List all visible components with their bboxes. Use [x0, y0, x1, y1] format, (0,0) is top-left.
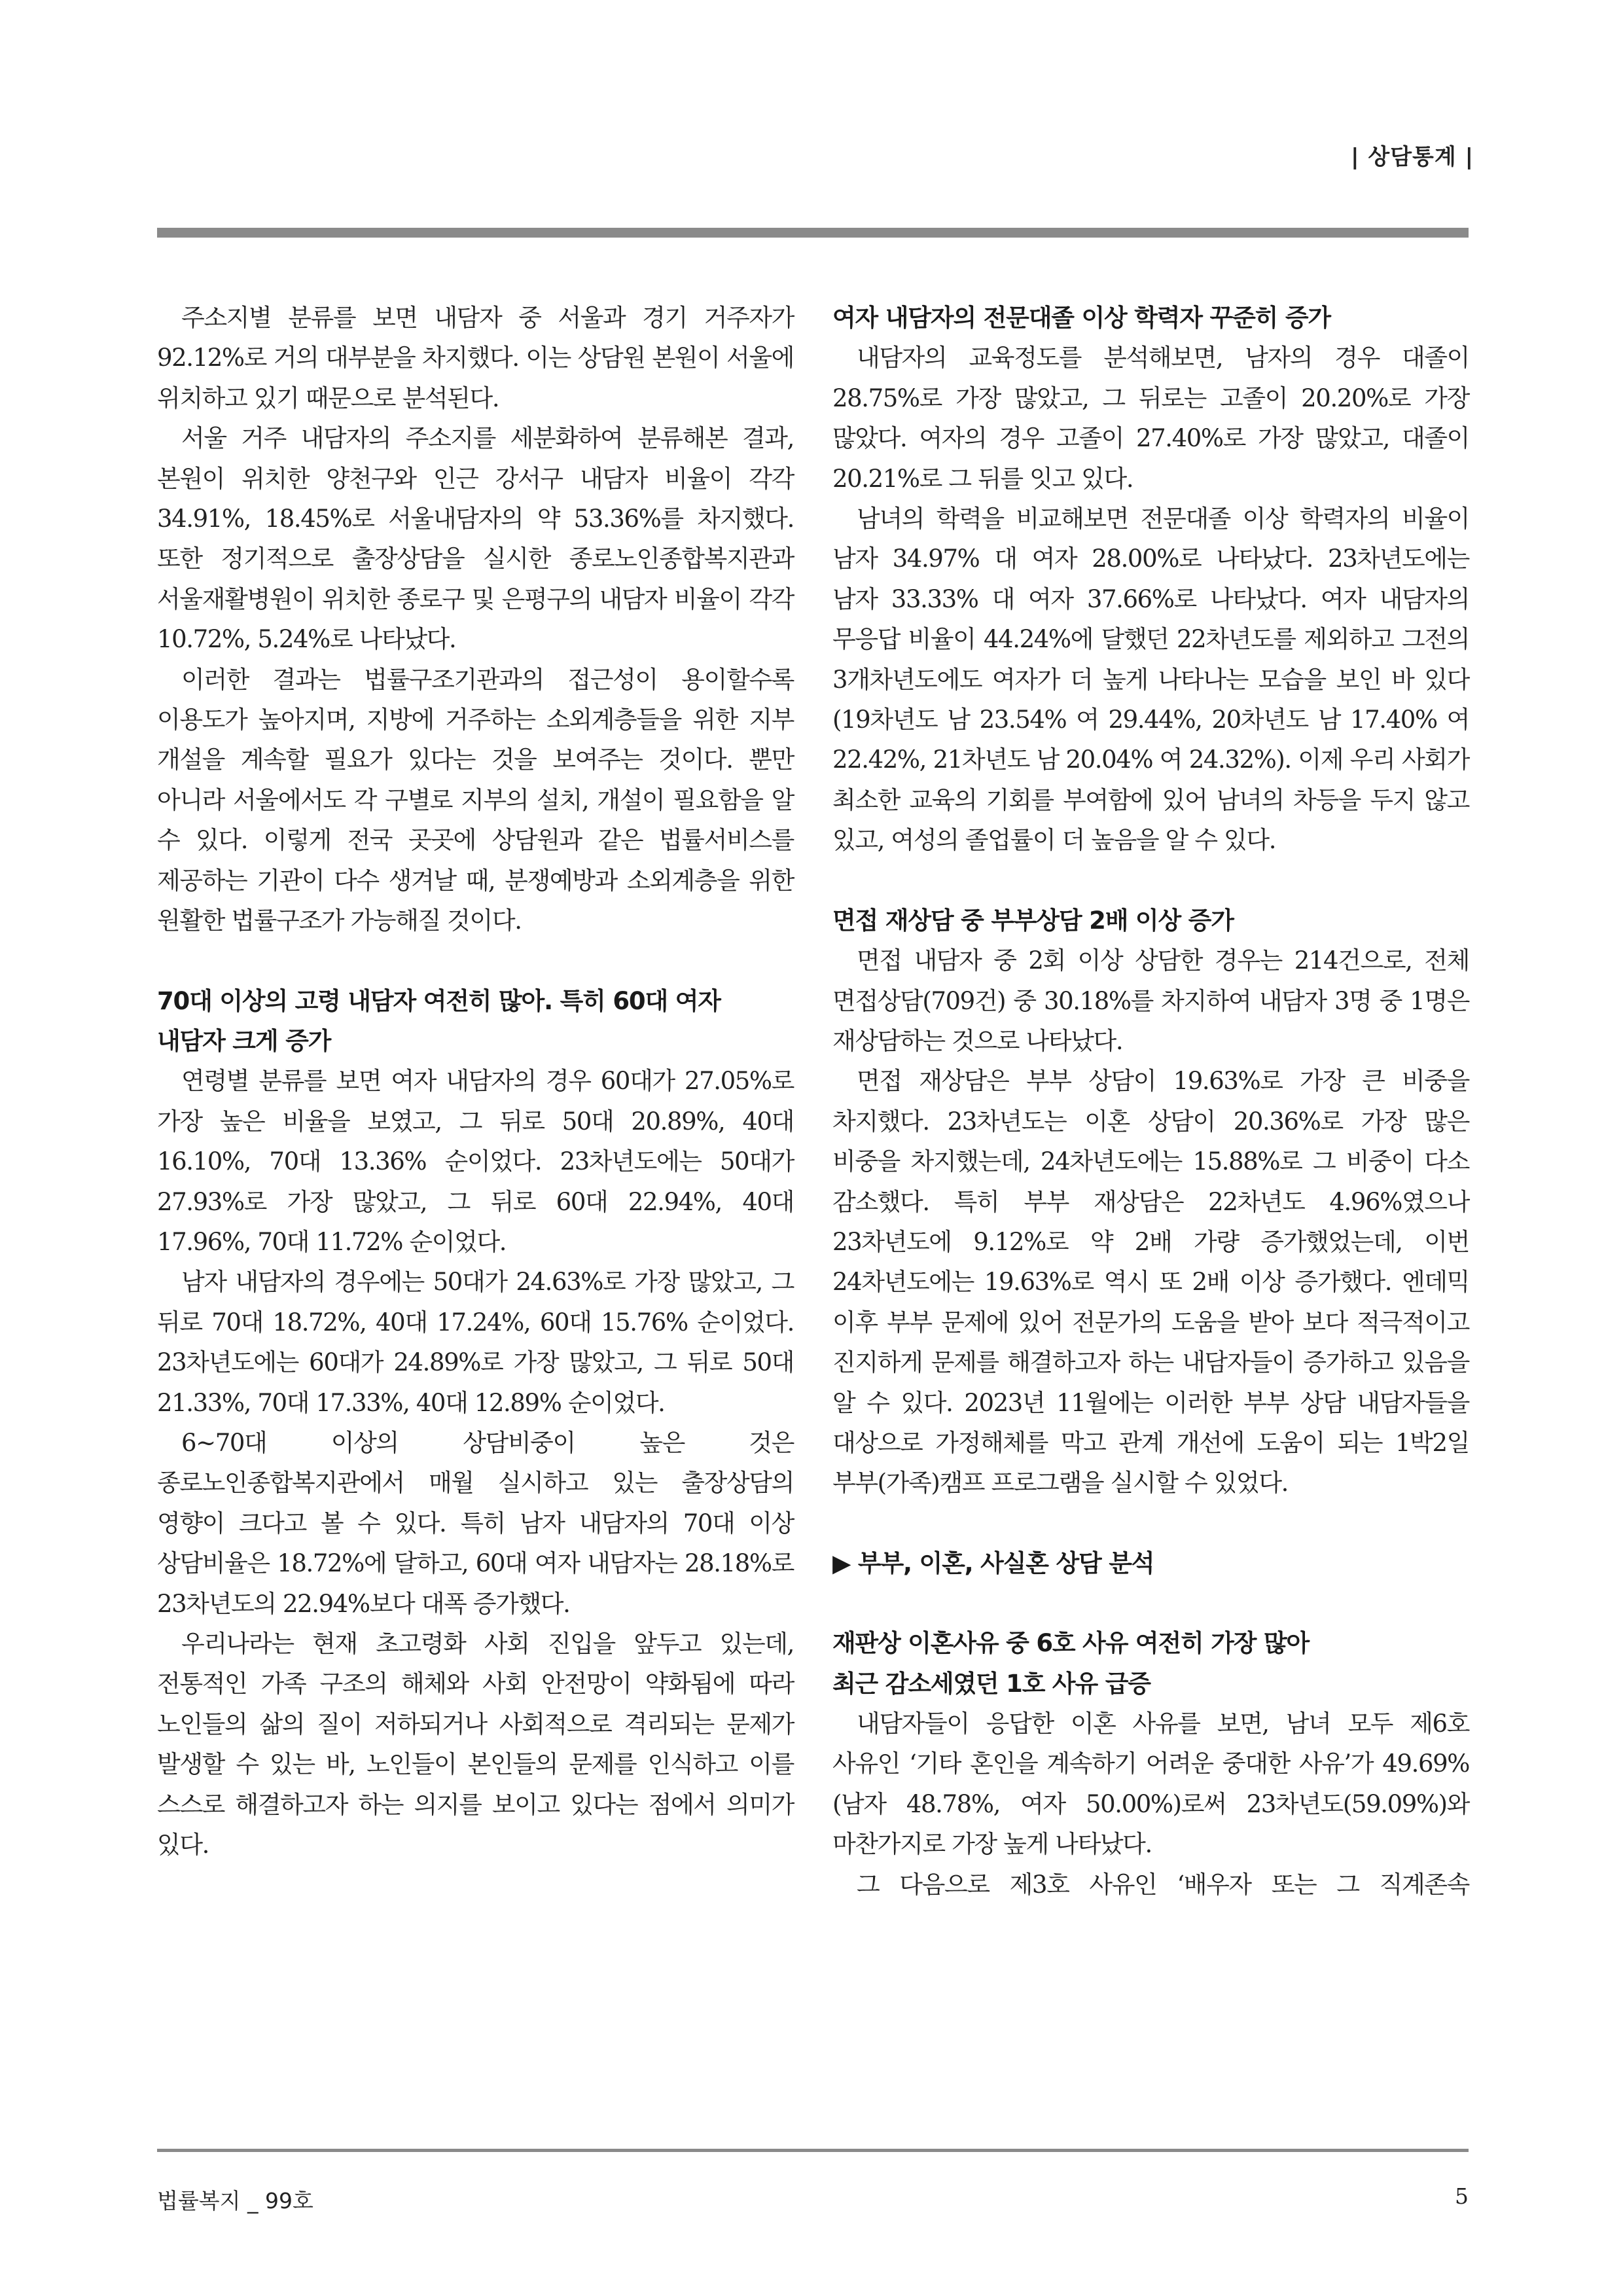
paragraph: 연령별 분류를 보면 여자 내담자의 경우 60대가 27.05%로 가장 높은 비율을 보였고, 그 뒤로 50대 20.89%, 40대 16.10%, 70대 13.36% 순이었다. 23차년도에는 50대가 27.93%로 가장 많았고, 그 뒤로 60대 22.94%, 40대 17.96%, 70대 11.72% 순이었다. [157, 1067, 794, 1256]
paragraph: 남자 내담자의 경우에는 50대가 24.63%로 가장 많았고, 그 뒤로 70대 18.72%, 40대 17.24%, 60대 15.76% 순이었다. 23차년도에는 60대가 24.89%로 가장 많았고, 그 뒤로 50대 21.33%, 70대 17.33%, 40대 12.89% 순이었다. [157, 1268, 794, 1417]
spacer [832, 1583, 1469, 1623]
section-heading: 70대 이상의 고령 내담자 여전히 많아. 특히 60대 여자 내담자 크게 증가 [157, 986, 721, 1055]
section-heading: 재판상 이혼사유 중 6호 사유 여전히 가장 많아 [832, 1629, 1310, 1658]
publication-name: 법률복지 _ 99호 [157, 2188, 313, 2214]
paragraph: 내담자의 교육정도를 분석해보면, 남자의 경우 대졸이 28.75%로 가장 많았고, 그 뒤로는 고졸이 20.20%로 가장 많았다. 여자의 경우 고졸이 27.40%로 가장 많았고, 대졸이 20.21%로 그 뒤를 잇고 있다. [832, 344, 1469, 493]
left-column [157, 298, 794, 1865]
paragraph: 면접 내담자 중 2회 이상 상담한 경우는 214건으로, 전체 면접상담(709건) 중 30.18%를 차지하여 내담자 3명 중 1명은 재상담하는 것으로 나타났다. [832, 946, 1469, 1055]
paragraph: 면접 재상담은 부부 상담이 19.63%로 가장 큰 비중을 차지했다. 23차년도는 이혼 상담이 20.36%로 가장 많은 비중을 차지했는데, 24차년도에는 15.88%로 그 비중이 다소 감소했다. 특히 부부 재상담은 22차년도 4.96%였으나 23차년도에 9.12%로 약 2배 가량 증가했었는데, 이번 24차년도에는 19.63%로 역시 또 2배 이상 증가했다. 엔데믹 이후 부부 문제에 있어 전문가의 도움을 받아 보다 적극적이고 진지하게 문제를 해결하고자 하는 내담자들이 증가하고 있음을 알 수 있다. 2023년 11월에는 이러한 부부 상담 내담자들을 대상으로 가정해체를 막고 관계 개선에 도움이 되는 1박2일 부부(가족)캠프 프로그램을 실시할 수 있었다. [832, 1067, 1469, 1498]
spacer [832, 1503, 1469, 1543]
paragraph: 이러한 결과는 법률구조기관과의 접근성이 용이할수록 이용도가 높아지며, 지방에 거주하는 소외계층들을 위한 지부 개설을 계속할 필요가 있다는 것을 보여주는 것이다. 뿐만 아니라 서울에서도 각 구별로 지부의 설치, 개설이 필요함을 알 수 있다. 이렇게 전국 곳곳에 상담원과 같은 법률서비스를 제공하는 기관이 다수 생겨날 때, 분쟁예방과 소외계층을 위한 원활한 법률구조가 가능해질 것이다. [157, 665, 794, 935]
paragraph: 서울 거주 내담자의 주소지를 세분화하여 분류해본 결과, 본원이 위치한 양천구와 인근 강서구 내담자 비율이 각각 34.91%, 18.45%로 서울내담자의 약 53.36%를 차지했다. 또한 정기적으로 출장상담을 실시한 종로노인종합복지관과 서울재활병원이 위치한 종로구 및 은평구의 내담자 비율이 각각 10.72%, 5.24%로 나타났다. [157, 424, 794, 654]
paragraph: 내담자들이 응답한 이혼 사유를 보면, 남녀 모두 제6호 사유인 ‘기타 혼인을 계속하기 어려운 중대한 사유’가 49.69%(남자 48.78%, 여자 50.00%)로써 23차년도(59.09%)와 마찬가지로 가장 높게 나타났다. [832, 1710, 1469, 1859]
bottom-divider [157, 2149, 1469, 2152]
section-heading: 여자 내담자의 전문대졸 이상 학력자 꾸준히 증가 [832, 304, 1330, 332]
top-divider [157, 228, 1469, 238]
paragraph: 6~70대 이상의 상담비중이 높은 것은 종로노인종합복지관에서 매월 실시하고 있는 출장상담의 영향이 크다고 볼 수 있다. 특히 남자 내담자의 70대 이상 상담비율은 18.72%에 달하고, 60대 여자 내담자는 28.18%로 23차년도의 22.94%보다 대폭 증가했다. [157, 1428, 794, 1618]
paragraph: 우리나라는 현재 초고령화 사회 진입을 앞두고 있는데, 전통적인 가족 구조의 해체와 사회 안전망이 약화됨에 따라 노인들의 삶의 질이 저하되거나 사회적으로 격리되는 문제가 발생할 수 있는 바, 노인들이 본인들의 문제를 인식하고 이를 스스로 해결하고자 하는 의지를 보이고 있다는 점에서 의미가 있다. [157, 1630, 794, 1859]
spacer [832, 861, 1469, 901]
section-heading: 면접 재상담 중 부부상담 2배 이상 증가 [832, 906, 1234, 935]
spacer [157, 941, 794, 981]
right-column [832, 298, 1469, 1905]
paragraph: 주소지별 분류를 보면 내담자 중 서울과 경기 거주자가 92.12%로 거의 대부분을 차지했다. 이는 상담원 본원이 서울에 위치하고 있기 때문으로 분석된다. [157, 304, 794, 412]
section-heading: ▶ 부부, 이혼, 사실혼 상담 분석 [832, 1549, 1154, 1577]
paragraph: 남녀의 학력을 비교해보면 전문대졸 이상 학력자의 비율이 남자 34.97% 대 여자 28.00%로 나타났다. 23차년도에는 남자 33.33% 대 여자 37.66%로 나타났다. 여자 내담자의 무응답 비율이 44.24%에 달했던 22차년도를 제외하고 그전의 3개차년도에도 여자가 더 높게 나타나는 모습을 보인 바 있다(19차년도 남 23.54% 여 29.44%, 20차년도 남 17.40% 여 22.42%, 21차년도 남 20.04% 여 24.32%). 이제 우리 사회가 최소한 교육의 기회를 부여함에 있어 남녀의 차등을 두지 않고 있고, 여성의 졸업률이 더 높음을 알 수 있다. [832, 505, 1469, 855]
page-number: 5 [1455, 2183, 1469, 2209]
section-tag: | 상담통계 | [1351, 144, 1474, 170]
paragraph: 그 다음으로 제3호 사유인 ‘배우자 또는 그 직계존속 [857, 1870, 1469, 1899]
section-subheading: 최근 감소세였던 1호 사유 급증 [832, 1669, 1150, 1698]
